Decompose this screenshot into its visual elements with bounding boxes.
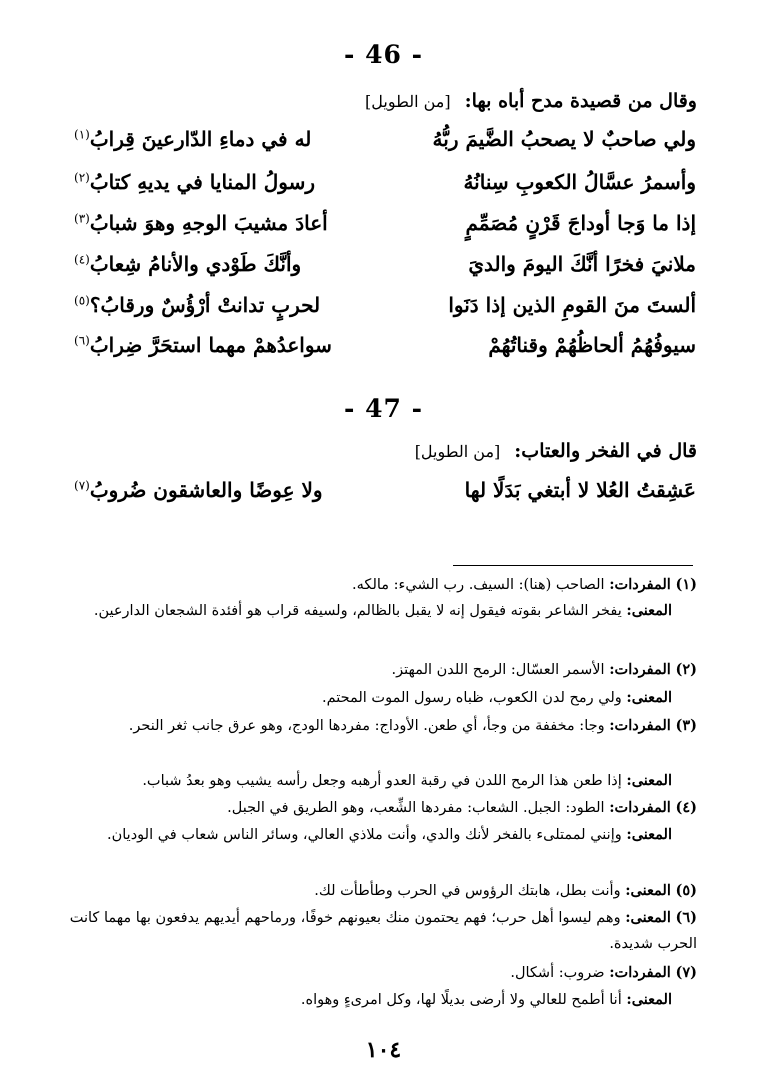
verse-47-1	[74, 478, 696, 516]
footnote-4-vocab: (٤) المفردات: الطود: الجبل. الشعاب: مفردها الشِّعب، وهو الطريق في الجبل.	[227, 799, 697, 816]
footnote-marker[interactable]: (٥)	[74, 293, 90, 308]
footnote-3-vocab: (٣) المفردات: وجا: مخففة من وجأ، أي طعن. الأوداج: مفردها الودج، وهو عرق جانب ثغر النحر.	[128, 717, 697, 734]
footnote-separator	[453, 565, 693, 566]
footnote-marker[interactable]: (٦)	[74, 333, 90, 348]
footnote-marker[interactable]: (٤)	[74, 252, 90, 267]
footnote-1-vocab: (١) المفردات: الصاحب (هنا): السيف. رب الشيء: مالكه.	[352, 576, 697, 593]
verse-46-2	[74, 170, 696, 208]
verse-first-hemistich: ولي صاحبٌ لا يصحبُ الضَّيمَ ربُّهُ	[432, 127, 696, 151]
verse-46-1	[74, 127, 696, 165]
footnote-2-meaning: المعنى: ولي رمح لدن الكعوب، ظباه رسول الموت المحتم.	[322, 689, 672, 706]
verse-second-hemistich: سواعدُهمْ مهما استحَرَّ ضِرابُ$^{(٦)}$	[74, 333, 332, 357]
verse-first-hemistich: عَشِقتُ العُلا لا أبتغي بَدَلًا لها	[464, 478, 696, 502]
verse-46-6	[74, 333, 696, 371]
poem-46-intro-text: وقال من قصيدة مدح أباه بها:	[464, 90, 697, 112]
poem-number-47: - 47 -	[344, 394, 423, 423]
verse-first-hemistich: إذا ما وَجا أوداجَ قَرْنٍ مُصَمِّمٍ	[465, 211, 696, 235]
footnote-7-meaning: المعنى: أنا أطمح للعالي ولا أرضى بديلًا لها، وكل امرىءٍ وهواه.	[300, 991, 672, 1008]
footnote-marker[interactable]: (٧)	[74, 478, 90, 493]
verse-second-hemistich: وأنَّكَ طَوْدي والأنامُ شِعابُ$^{(٤)}$	[74, 252, 302, 276]
footnote-4-meaning: المعنى: وإنني لممتلىء بالفخر لأنك والدي، وأنت ملاذي العالي، وسائر الناس شعاب في الوديان.	[107, 826, 672, 843]
verse-second-hemistich: لحربٍ تدانتْ أرْؤُسٌ ورقابُ؟$^{(٥)}$	[74, 293, 321, 317]
verse-second-hemistich: أعادَ مشيبَ الوجهِ وهوَ شبابُ$^{(٣)}$	[74, 211, 328, 235]
footnote-marker[interactable]: (١)	[74, 127, 90, 142]
verse-first-hemistich: ألستَ منَ القومِ الذين إذا دَنَوا	[448, 293, 696, 317]
poem-47-intro-text: قال في الفخر والعتاب:	[514, 440, 697, 462]
verse-second-hemistich: له في دماءِ الدّارعينَ قِرابُ$^{(١)}$	[74, 127, 312, 151]
footnote-marker[interactable]: (٢)	[74, 170, 90, 185]
verse-first-hemistich: سيوفُهُمُ ألحاظُهُمْ وقناتُهُمْ	[488, 333, 696, 357]
footnote-1-meaning: المعنى: يفخر الشاعر بقوته فيقول إنه لا يقبل بالظالم، ولسيفه قراب هو أفئدة الشجعان الدارعين.	[93, 602, 672, 619]
verse-46-5	[74, 293, 696, 331]
footnote-7-vocab: (٧) المفردات: ضروب: أشكال.	[510, 964, 697, 981]
verse-46-3	[74, 211, 696, 249]
footnote-2-vocab: (٢) المفردات: الأسمر العسّال: الرمح اللدن المهتز.	[391, 661, 697, 678]
poem-number-46: - 46 -	[344, 40, 423, 69]
poem-47-meter: [من الطويل]	[414, 442, 501, 461]
footnote-5-meaning: (٥) المعنى: وأنت بطل، هابتك الرؤوس في الحرب وطأطأت لك.	[314, 882, 697, 899]
footnote-3-meaning: المعنى: إذا طعن هذا الرمح اللدن في رقبة العدو أرهبه وجعل رأسه يشيب وهو بعدُ شباب.	[142, 772, 672, 789]
verse-first-hemistich: وأسمرُ عسَّالُ الكعوبِ سِنانُهُ	[463, 170, 696, 194]
footnote-marker[interactable]: (٣)	[74, 211, 90, 226]
verse-second-hemistich: ولا عِوضًا والعاشقون ضُروبُ$^{(٧)}$	[74, 478, 323, 502]
poem-46-intro	[365, 90, 697, 112]
poem-46-meter: [من الطويل]	[365, 92, 451, 111]
verse-46-4	[74, 252, 696, 290]
poem-47-intro	[415, 440, 697, 462]
footnote-6-meaning: (٦) المعنى: وهم ليسوا أهل حرب؛ فهم يحتمون منك بعيونهم خوفًا، ورماحهم أيديهم يدفعون بها مهما كانت الحرب شديدة.	[69, 909, 697, 952]
verse-first-hemistich: ملانيَ فخرًا أنَّكَ اليومَ والديَ	[468, 252, 696, 276]
verse-second-hemistich: رسولُ المنايا في يديهِ كتابُ$^{(٢)}$	[74, 170, 316, 194]
page-number: ١٠٤	[365, 1037, 402, 1063]
